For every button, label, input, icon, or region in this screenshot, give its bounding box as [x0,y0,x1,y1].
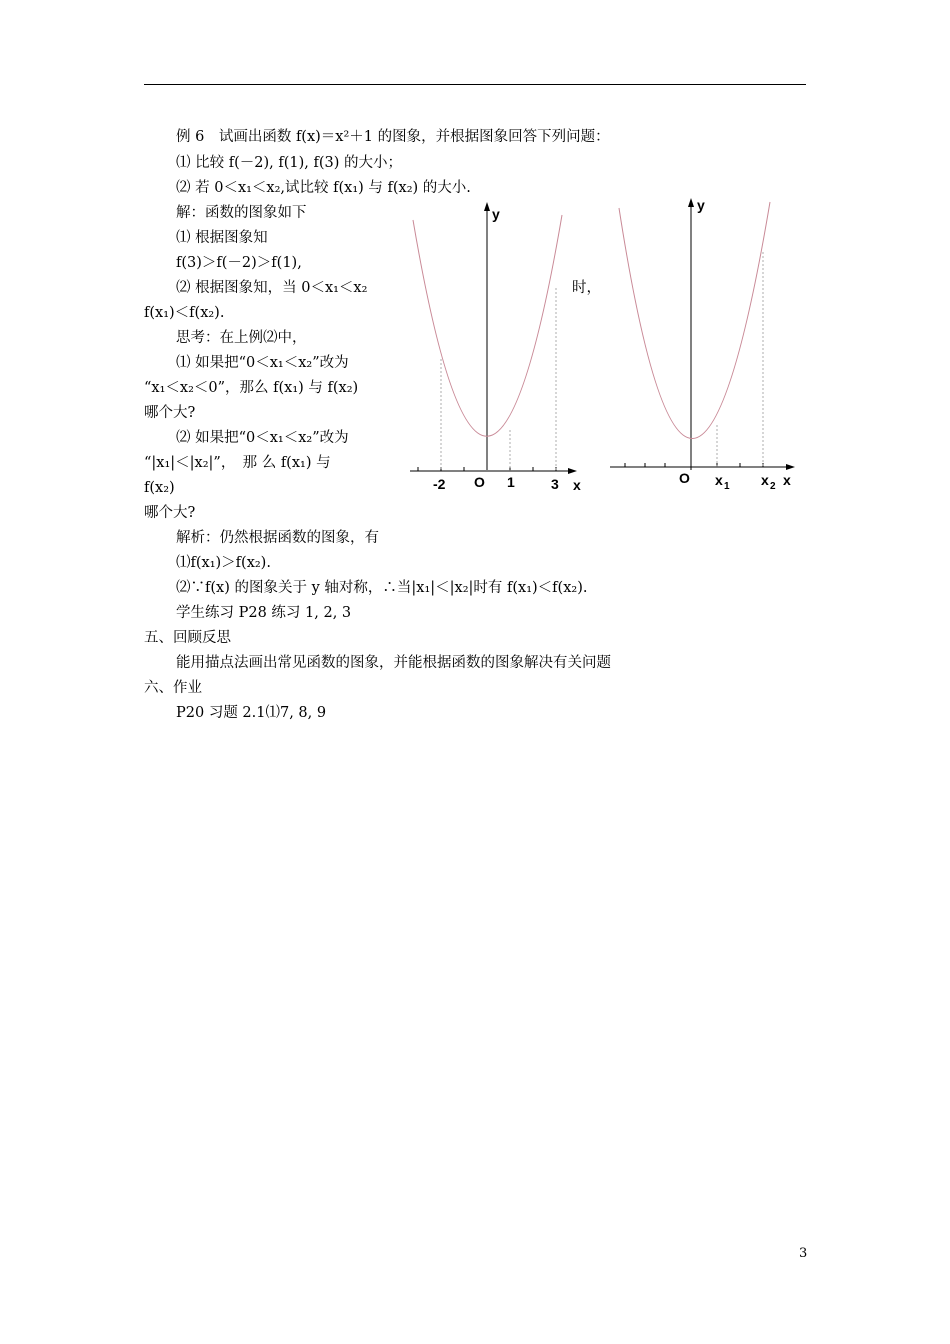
think-2-a: ⑵ 如果把“0＜x₁＜x₂”改为 [176,430,349,446]
y-axis-arrow [484,202,490,211]
x-axis-arrow [568,468,577,474]
review-text: 能用描点法画出常见函数的图象，并能根据函数的图象解决有关问题 [176,655,611,671]
question-1: ⑴ 比较 f(－2), f(1), f(3) 的大小； [176,155,402,171]
parabola-curve [619,202,770,439]
parabola-graph-2 [605,192,805,492]
question-2: ⑵ 若 0＜x₁＜x₂,试比较 f(x₁) 与 f(x₂) 的大小. [176,180,471,196]
header-rule [144,84,806,85]
solution-intro: 解：函数的图象如下 [176,205,307,221]
y-axis-arrow [688,198,694,207]
answer-1-result: f(3)＞f(－2)＞f(1), [176,255,302,271]
think-2-b: “|x₁|＜|x₂|”， 那 么 f(x₁) 与 [144,455,331,471]
tick-label-neg2: -2 [433,476,446,492]
answer-1-lead: ⑴ 根据图象知 [176,230,268,246]
think-2-c: f(x₂) [144,480,175,496]
origin-label: O [679,470,690,486]
think-1-a: ⑴ 如果把“0＜x₁＜x₂”改为 [176,355,349,371]
answer-2-lead-tail: 时， [572,280,601,296]
x2-subscript: 2 [770,481,776,492]
answer-2-result: f(x₁)＜f(x₂). [144,305,225,321]
x-axis-label: x [783,472,791,488]
x1-subscript: 1 [724,481,730,492]
x-axis-label: x [573,477,581,493]
think-2-d: 哪个大? [144,505,196,521]
x-axis-ticks [625,463,763,467]
think-1-c: 哪个大? [144,405,196,421]
analysis-intro: 解析：仍然根据函数的图象，有 [176,530,379,546]
section-homework-heading: 六、作业 [144,680,202,696]
x1-label: x [715,472,723,488]
y-axis-label: y [492,206,500,222]
student-practice: 学生练习 P28 练习 1, 2, 3 [176,605,352,621]
answer-2-lead: ⑵ 根据图象知，当 0＜x₁＜x₂ [176,280,368,296]
section-review-heading: 五、回顾反思 [144,630,231,646]
guide-lines [441,288,556,471]
origin-label: O [474,474,485,490]
analysis-2: ⑵∵f(x) 的图象关于 y 轴对称，∴当|x₁|＜|x₂|时有 f(x₁)＜f(x₂). [176,580,588,596]
tick-label-1: 1 [507,474,515,490]
x-axis-arrow [786,464,795,470]
parabola-graph-1 [405,200,595,500]
page-number: 3 [799,1246,808,1261]
y-axis-label: y [697,197,705,213]
homework-text: P20 习题 2.1⑴7, 8, 9 [176,705,327,721]
think-1-b: “x₁＜x₂＜0”，那么 f(x₁) 与 f(x₂) [144,380,359,396]
analysis-1: ⑴f(x₁)＞f(x₂). [176,555,271,571]
tick-label-3: 3 [551,476,559,492]
think-intro: 思考：在上例⑵中， [176,330,307,346]
example-title: 例 6 试画出函数 f(x)＝x²＋1 的图象，并根据图象回答下列问题： [176,129,610,145]
guide-lines [717,252,763,467]
x2-label: x [761,472,769,488]
